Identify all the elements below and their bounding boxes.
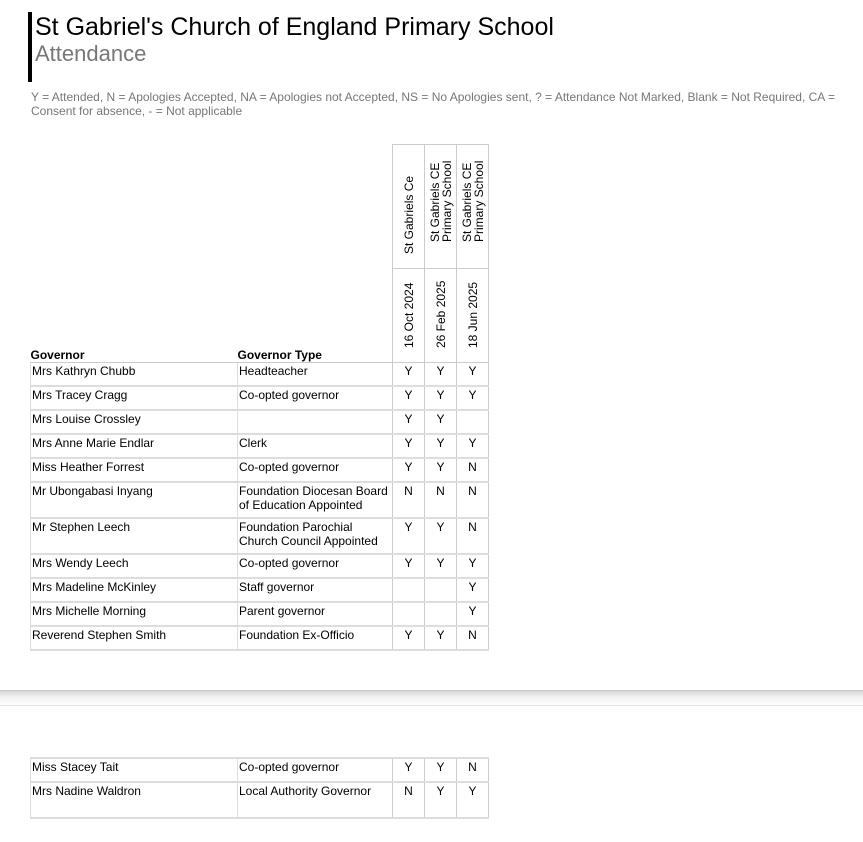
governor-name: Mrs Kathryn Chubb xyxy=(31,363,238,387)
governor-type xyxy=(238,578,393,602)
governor-name: Mrs Tracey Cragg xyxy=(31,386,238,410)
governor-type xyxy=(238,482,393,518)
attendance-mark: N xyxy=(457,758,489,782)
attendance-mark: Y xyxy=(393,758,425,782)
attendance-mark: Y xyxy=(457,782,489,818)
header-spacer xyxy=(31,145,393,269)
governor-name: Mrs Wendy Leech xyxy=(31,554,238,578)
governor-type xyxy=(238,458,393,482)
attendance-mark: Y xyxy=(425,363,457,387)
governor-type xyxy=(238,626,393,650)
attendance-table-continued xyxy=(30,757,489,819)
governor-type xyxy=(238,410,393,434)
meeting-body-header-row xyxy=(31,145,489,269)
meeting-body-label: St Gabriels Ce xyxy=(401,175,416,254)
table-row xyxy=(31,518,489,554)
attendance-mark: Y xyxy=(457,602,489,626)
attendance-mark: Y xyxy=(425,758,457,782)
table-row xyxy=(31,578,489,602)
attendance-mark: Y xyxy=(393,458,425,482)
page-break xyxy=(0,690,863,706)
governor-name: Mrs Nadine Waldron xyxy=(31,782,238,818)
attendance-mark: Y xyxy=(393,518,425,554)
attendance-mark xyxy=(393,578,425,602)
table-row xyxy=(31,602,489,626)
meeting-body-header xyxy=(457,145,489,269)
attendance-legend: Y = Attended, N = Apologies Accepted, NA = Apologies not Accepted, NS = No Apologies sent, ? = Attendance Not Marked, Blank = Not Required, CA = Consent for absence, - = Not applicable xyxy=(31,90,835,118)
table-row xyxy=(31,386,489,410)
meeting-body-label: St Gabriels CE Primary School xyxy=(459,160,486,242)
governor-type-text: Co-opted governor xyxy=(239,460,340,474)
meeting-date-header xyxy=(393,269,425,363)
attendance-mark xyxy=(425,578,457,602)
governor-type xyxy=(238,434,393,458)
governor-column-header: Governor xyxy=(31,269,238,363)
table-row xyxy=(31,363,489,387)
meeting-date-header xyxy=(457,269,489,363)
table-row xyxy=(31,782,489,818)
governor-type xyxy=(238,518,393,554)
attendance-mark: Y xyxy=(393,434,425,458)
attendance-mark: Y xyxy=(393,410,425,434)
attendance-mark: N xyxy=(457,626,489,650)
governor-type-text: Staff governor xyxy=(239,580,315,594)
attendance-mark: Y xyxy=(425,554,457,578)
meeting-date-label: 18 Jun 2025 xyxy=(465,281,480,348)
attendance-mark: Y xyxy=(457,554,489,578)
governor-name: Mr Stephen Leech xyxy=(31,518,238,554)
page-title: St Gabriel's Church of England Primary School xyxy=(35,13,554,41)
table-row xyxy=(31,434,489,458)
meeting-date-label: 26 Feb 2025 xyxy=(433,280,448,348)
attendance-mark: Y xyxy=(457,434,489,458)
meeting-date-header-row xyxy=(31,269,489,363)
table-row xyxy=(31,458,489,482)
governor-type-text: Foundation Ex-Officio xyxy=(239,628,355,642)
attendance-mark xyxy=(393,602,425,626)
page-subtitle: Attendance xyxy=(35,41,147,66)
attendance-mark: Y xyxy=(425,626,457,650)
governor-name: Miss Stacey Tait xyxy=(31,758,238,782)
governor-name: Mrs Michelle Morning xyxy=(31,602,238,626)
attendance-mark: Y xyxy=(425,434,457,458)
attendance-mark: N xyxy=(457,518,489,554)
attendance-mark: Y xyxy=(393,554,425,578)
governor-type-text: Co-opted governor xyxy=(239,556,340,570)
governor-type-text: Co-opted governor xyxy=(239,388,340,402)
governor-type xyxy=(238,554,393,578)
attendance-mark: Y xyxy=(425,458,457,482)
governor-name: Reverend Stephen Smith xyxy=(31,626,238,650)
attendance-mark: Y xyxy=(457,386,489,410)
governor-type xyxy=(238,758,393,782)
governor-name: Miss Heather Forrest xyxy=(31,458,238,482)
attendance-mark xyxy=(425,602,457,626)
governor-type xyxy=(238,386,393,410)
attendance-mark: N xyxy=(457,458,489,482)
meeting-body-label: St Gabriels CE Primary School xyxy=(427,160,454,242)
attendance-mark xyxy=(457,410,489,434)
governor-type xyxy=(238,363,393,387)
governor-type-text: Headteacher xyxy=(239,364,308,378)
governor-name: Mrs Anne Marie Endlar xyxy=(31,434,238,458)
governor-type-column-header: Governor Type xyxy=(238,269,393,363)
attendance-mark: N xyxy=(425,482,457,518)
governor-type xyxy=(238,782,393,818)
attendance-mark: N xyxy=(393,782,425,818)
attendance-mark: Y xyxy=(457,363,489,387)
attendance-mark: Y xyxy=(393,363,425,387)
governor-type-text: Parent governor xyxy=(239,604,326,618)
governor-name: Mrs Madeline McKinley xyxy=(31,578,238,602)
governor-type-text: Foundation Diocesan Board of Education Appointed xyxy=(239,484,388,512)
governor-type-text: Foundation Parochial Church Council Appointed xyxy=(239,520,378,548)
meeting-date-label: 16 Oct 2024 xyxy=(401,282,416,348)
table-row xyxy=(31,758,489,782)
attendance-mark: Y xyxy=(425,386,457,410)
governor-name: Mr Ubongabasi Inyang xyxy=(31,482,238,518)
attendance-mark: Y xyxy=(425,410,457,434)
governor-type-text xyxy=(239,412,391,433)
attendance-mark: Y xyxy=(425,782,457,818)
meeting-body-header xyxy=(393,145,425,269)
governor-type-text: Local Authority Governor xyxy=(239,784,372,798)
governor-name: Mrs Louise Crossley xyxy=(31,410,238,434)
table-row xyxy=(31,626,489,650)
attendance-table xyxy=(30,144,489,651)
meeting-date-header xyxy=(425,269,457,363)
governor-type-text: Co-opted governor xyxy=(239,760,340,774)
attendance-mark: N xyxy=(393,482,425,518)
meeting-body-header xyxy=(425,145,457,269)
governor-type-text: Clerk xyxy=(239,436,268,450)
table-row xyxy=(31,482,489,518)
attendance-mark: N xyxy=(457,482,489,518)
table-row xyxy=(31,410,489,434)
attendance-mark: Y xyxy=(425,518,457,554)
governor-type xyxy=(238,602,393,626)
table-row xyxy=(31,554,489,578)
attendance-mark: Y xyxy=(457,578,489,602)
attendance-mark: Y xyxy=(393,626,425,650)
title-block xyxy=(28,12,554,82)
attendance-mark: Y xyxy=(393,386,425,410)
